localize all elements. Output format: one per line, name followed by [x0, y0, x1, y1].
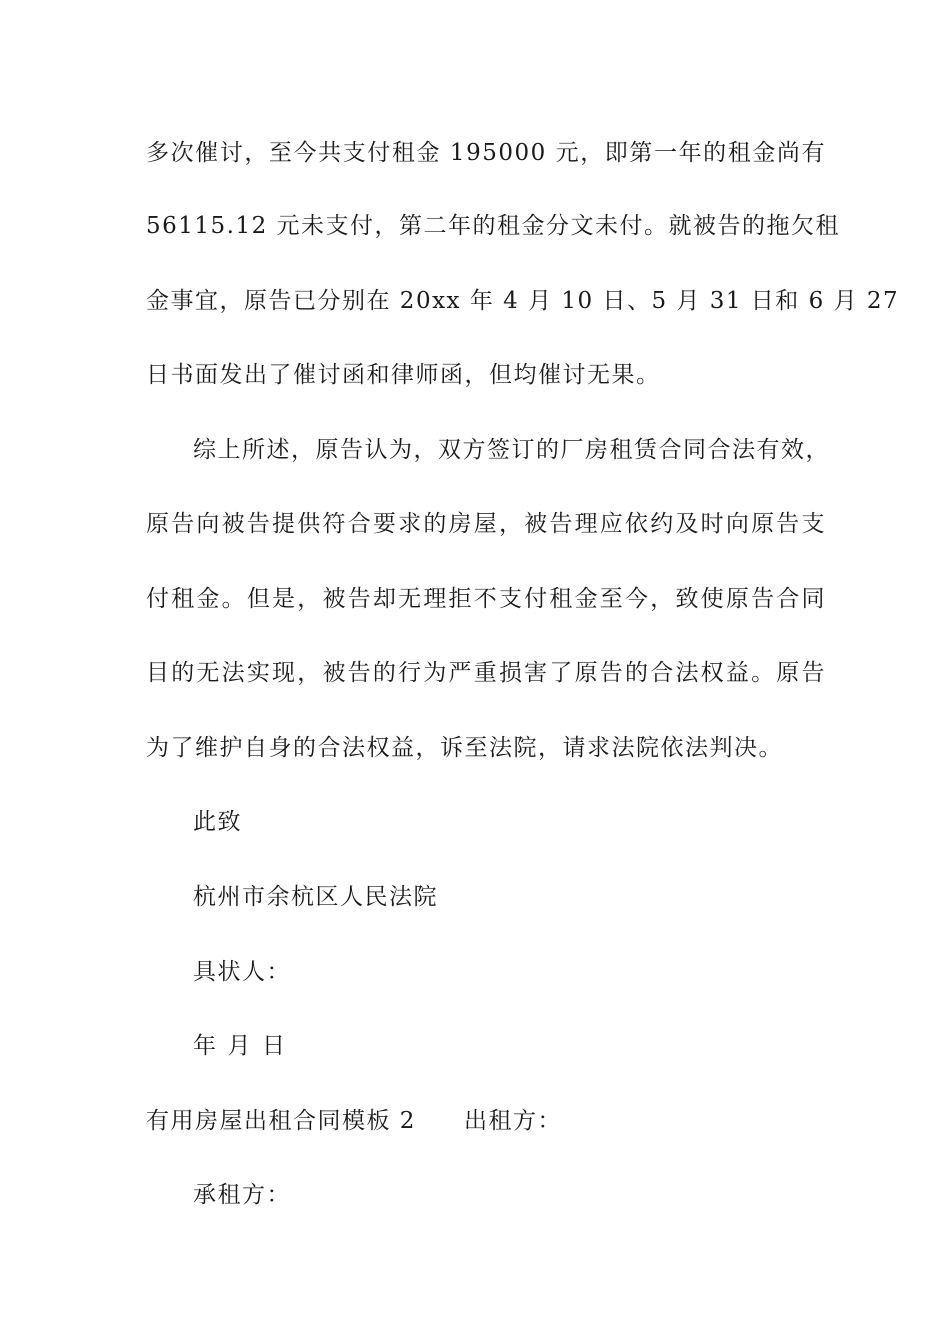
paragraph-line: 金事宜，原告已分别在 20xx 年 4 月 10 日、5 月 31 日和 6 月 27 — [146, 288, 900, 314]
court-name: 杭州市余杭区人民法院 — [193, 884, 438, 910]
date-line — [193, 1031, 873, 1061]
date-day: 日 — [262, 1033, 287, 1059]
date-year: 年 — [193, 1033, 218, 1059]
lessee-label: 承租方： — [193, 1182, 291, 1208]
lessor-label: 出租方： — [463, 1108, 562, 1134]
paragraph-line: 原告向被告提供符合要求的房屋，被告理应依约及时向原告支 — [146, 511, 826, 537]
paragraph-line: 为了维护自身的合法权益，诉至法院，请求法院依法判决。 — [146, 735, 783, 761]
paragraph-line: 多次催讨，至今共支付租金 195000 元，即第一年的租金尚有 — [146, 140, 826, 166]
paragraph-line: 目的无法实现，被告的行为严重损害了原告的合法权益。原告 — [146, 660, 826, 686]
paragraph-line: 日书面发出了催讨函和律师函，但均催讨无果。 — [146, 362, 661, 388]
signer-label: 具状人： — [193, 959, 291, 985]
paragraph-line: 56115.12 元未支付，第二年的租金分文未付。就被告的拖欠租 — [146, 213, 841, 239]
salutation: 此致 — [193, 809, 242, 835]
date-month: 月 — [227, 1033, 252, 1059]
section-title: 有用房屋出租合同模板 2 — [146, 1108, 416, 1134]
paragraph-line: 付租金。但是，被告却无理拒不支付租金至今，致使原告合同 — [146, 586, 826, 612]
paragraph-line: 综上所述，原告认为，双方签订的厂房租赁合同合法有效， — [193, 437, 830, 463]
section-heading-line — [146, 1106, 826, 1136]
